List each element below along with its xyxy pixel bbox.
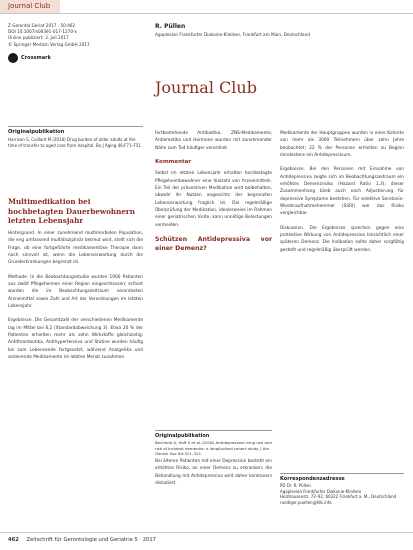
footer-rule xyxy=(0,532,413,533)
second-article-title: Schützen Antidepressiva vor einer Demenz? xyxy=(155,236,272,252)
meta-line: DOI 10.1007/s00391-017-1270-x xyxy=(8,29,77,35)
correspondence-line: PD Dr. R. Püllen xyxy=(280,483,311,488)
article-meta xyxy=(8,23,143,48)
meta-line: Online publiziert: 3. Juli 2017 xyxy=(8,35,69,41)
original-publication-reference: Harrison S, Cuillard M (2016) Drug burden of older adults at the time of transfer to aged care from hospital. Bu J Aging 46:F71–F51 xyxy=(8,137,141,148)
original-publication-reference: Bechtold A, Hoff S et al (2016) Antidepressant drug use and risk of incident dementia: a longitudinal cohort study. J Am Geriatr Soc 64:311–321 xyxy=(155,440,272,457)
header-rule xyxy=(0,13,413,14)
crossmark-icon xyxy=(8,53,18,63)
paragraph: Diskussion. Die Ergebnisse sprechen gegen eine protektive Wirkung von Antidepressiva hinsichtlich einer späteren Demenz. Die Indikation sollte daher sorgfältig gestellt und regelmäßig überprüft werden. xyxy=(280,225,404,253)
paragraph: Ergebnisse. Die Gesamtzahl der verschiedenen Medikamente lag im Mittel bei 6,2 (Standardabweichung 3). Etwa 20 % der Patienten erhielten mehr als zehn Wirkstoffe gleichzeitig; Antithrombotika, Antihypertensiva und Statine wurden häufig bis zum Lebensende fortgesetzt, während Analgetika und sedierende Medikamente im letzten Monat zunahmen. xyxy=(8,318,143,361)
paragraph: Ergebnisse. Bei den Personen mit Einnahme von Antidepressiva zeigte sich im Beobachtungszeitraum ein erhöhtes Demenzrisiko (Hazard Ratio 1,3); dieser Zusammenhang blieb auch nach Adjustierung für depressive Symptome bestehen. Für selektive Serotonin-Wiederaufnahmehemmer (SSRI) war das Risiko vergleichbar. xyxy=(280,167,404,217)
text-column-2 xyxy=(155,130,272,257)
paragraph: Methode. In die Beobachtungsstudie wurden 1900 Patienten aus zwölf Pflegeheimen einer Region eingeschlossen; erfasst wurden die im Beobachtungszeitraum verordneten Arzneimittel sowie Zahl und Art der Verordnungen im letzten Lebensjahr. xyxy=(8,274,143,310)
correspondence-email-link[interactable]: ruediger.puellen@fdk.info xyxy=(280,499,332,505)
paragraph: Selbst im letzten Lebensjahr erhalten hochbetagte Pflegeheimbewohner eine Vielzahl von Arzneimitteln. Ein Teil der präventiven Medikation wird beibehalten, obwohl ihr Nutzen angesichts der begrenzten Lebenserwartung fraglich ist. Die regelmäßige Überprüfung der Medikation, idealerweise im Rahmen einer geriatrischen Visite, kann unnötige Belastungen vermeiden. xyxy=(155,171,272,228)
paragraph: Medikamente der Hauptgruppen wurden in einer Kohorte von mehr als 3000 Teilnehmern über zehn Jahre beobachtet; 22 % der Personen erhielten zu Beginn mindestens ein Antidepressivum. xyxy=(280,131,404,159)
journal-name: Zeitschrift für Gerontologie und Geriatrie 5 · 2017 xyxy=(26,537,156,543)
section-heading-kommentar: Kommentar xyxy=(155,159,192,166)
text-column-1 xyxy=(8,230,143,369)
original-publication-box-2 xyxy=(155,430,272,457)
correspondence-line: Holzhausenstr. 72–92, 60322 Frankfurt a. M., Deutschland xyxy=(280,494,397,500)
journal-section-header xyxy=(0,0,413,14)
meta-line: © Springer Medizin Verlag GmbH 2017 xyxy=(8,41,90,47)
correspondence-body xyxy=(280,483,404,505)
paragraph: Bei älteren Patienten mit einer Depression besteht ein erhöhtes Risiko, an einer Demenz zu erkranken; die Behandlung mit Antidepressiva wird daher kontrovers diskutiert. xyxy=(155,459,272,487)
text-column-3 xyxy=(280,130,404,261)
crossmark-logo[interactable] xyxy=(8,53,51,65)
paragraph: fortbestehende Antibiotika, ZNS-Medikamente, Antiemetika und Hormone wurden mit zunehmender Nähe zum Tod häufiger verordnet. xyxy=(155,131,272,151)
page-title: Journal Club xyxy=(155,78,257,97)
text-column-2-lower xyxy=(155,458,272,494)
correspondence-heading: Korrespondenzadresse xyxy=(280,476,345,482)
meta-line: Z Gerontol Geriat 2017 · 50:462 xyxy=(8,23,76,28)
paragraph: Hintergrund. In einer zunehmend multimorbiden Population, die eng umfassend multidisziplinär betreut wird, stellt sich die Frage, ob eine fortgeführte medikamentöse Therapie dann noch sinnvoll ist, wenn die Lebenserwartung durch die Grunderkrankungen begrenzt ist. xyxy=(8,231,143,266)
original-publication-heading: Originalpublikation xyxy=(155,433,210,439)
page-number: 462 xyxy=(8,537,19,543)
author-affiliation: Agaplesion Frankfurter Diakonie-Kliniken, Frankfurt am Main, Deutschland xyxy=(155,32,310,37)
crossmark-label: Crossmark xyxy=(21,55,51,61)
author-name: R. Püllen xyxy=(155,23,186,30)
correspondence-line: Agaplesion Frankfurter Diakonie-Kliniken xyxy=(280,488,362,494)
section-title: Journal Club xyxy=(8,2,51,10)
page-footer xyxy=(8,537,156,543)
original-publication-box xyxy=(8,126,143,149)
original-publication-heading: Originalpublikation xyxy=(8,129,65,135)
correspondence-box xyxy=(280,473,404,505)
article-subtitle: Multimedikation bei hochbetagten Dauerbewohnern letzten Lebensjahr xyxy=(8,197,135,226)
